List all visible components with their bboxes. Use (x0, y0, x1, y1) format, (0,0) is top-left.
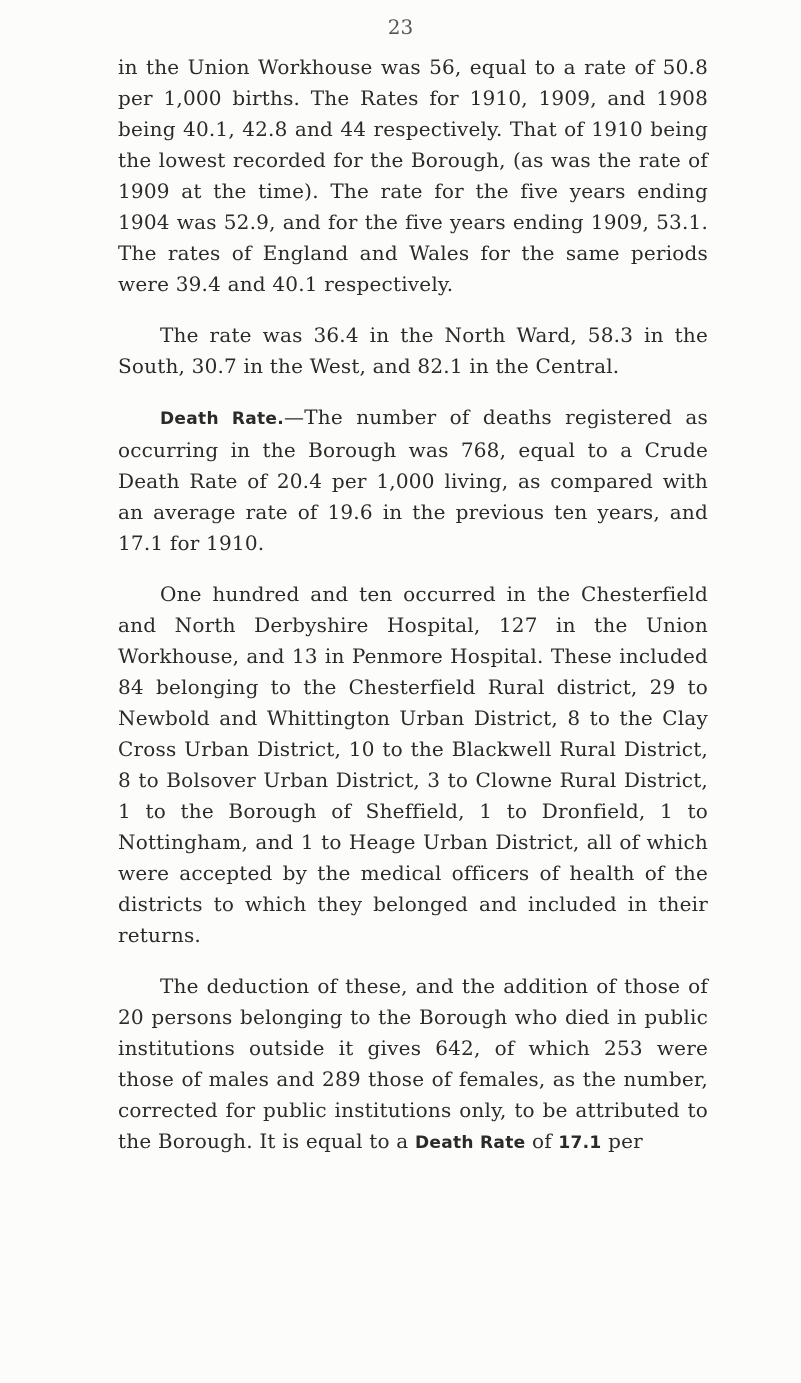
paragraph-infant-mortality-rates: in the Union Workhouse was 56, equal to a rate of 50.8 per 1,000 births. The Rates for 1910, 1909, and 1908 being 40.1, 42.8 and 44 respectively. That of 1910 being the lowest recorded for the Borough, (as was the rate of 1909 at the time). The rate for the five years ending 1904 was 52.9, and for the five years ending 1909, 53.1. The rates of England and Wales for the same periods were 39.4 and 40.1 respectively. (118, 55, 708, 296)
page-number: 23 (387, 15, 414, 39)
death-rate-text: —The number of deaths registered as occurring in the Borough was 768, equal to a Crude Death Rate of 20.4 per 1,000 living, as compared with an average rate of 19.6 in the previous ten years, and 17.1 for 1910. (118, 405, 708, 555)
death-rate-inline-heading: Death Rate (414, 1133, 526, 1153)
paragraph-death-rate (118, 402, 708, 559)
corrected-deaths-connector: of (525, 1129, 559, 1153)
page-body (118, 52, 708, 1179)
paragraph-corrected-deaths (118, 971, 708, 1159)
paragraph-ward-rates: The rate was 36.4 in the North Ward, 58.3 in the South, 30.7 in the West, and 82.1 in the Central. (118, 323, 708, 378)
corrected-deaths-tail: per (601, 1129, 643, 1153)
death-rate-value: 17.1 (558, 1133, 602, 1153)
paragraph-hospital-deaths: One hundred and ten occurred in the Chesterfield and North Derbyshire Hospital, 127 in the Union Workhouse, and 13 in Penmore Hospital. These included 84 belonging to the Chesterfield Rural district, 29 to Newbold and Whittington Urban District, 8 to the Clay Cross Urban District, 10 to the Blackwell Rural District, 8 to Bolsover Urban District, 3 to Clowne Rural District, 1 to the Borough of Sheffield, 1 to Dronfield, 1 to Nottingham, and 1 to Heage Urban District, all of which were accepted by the medical officers of health of the districts to which they belonged and included in their returns. (118, 582, 708, 947)
corrected-deaths-text: The deduction of these, and the addition of those of 20 persons belonging to the Borough who died in public institutions outside it gives 642, of which 253 were those of males and 289 those of females, as the number, corrected for public institutions only, to be attributed to the Borough. It is equal to a (118, 974, 708, 1153)
death-rate-heading: Death Rate. (160, 409, 285, 429)
